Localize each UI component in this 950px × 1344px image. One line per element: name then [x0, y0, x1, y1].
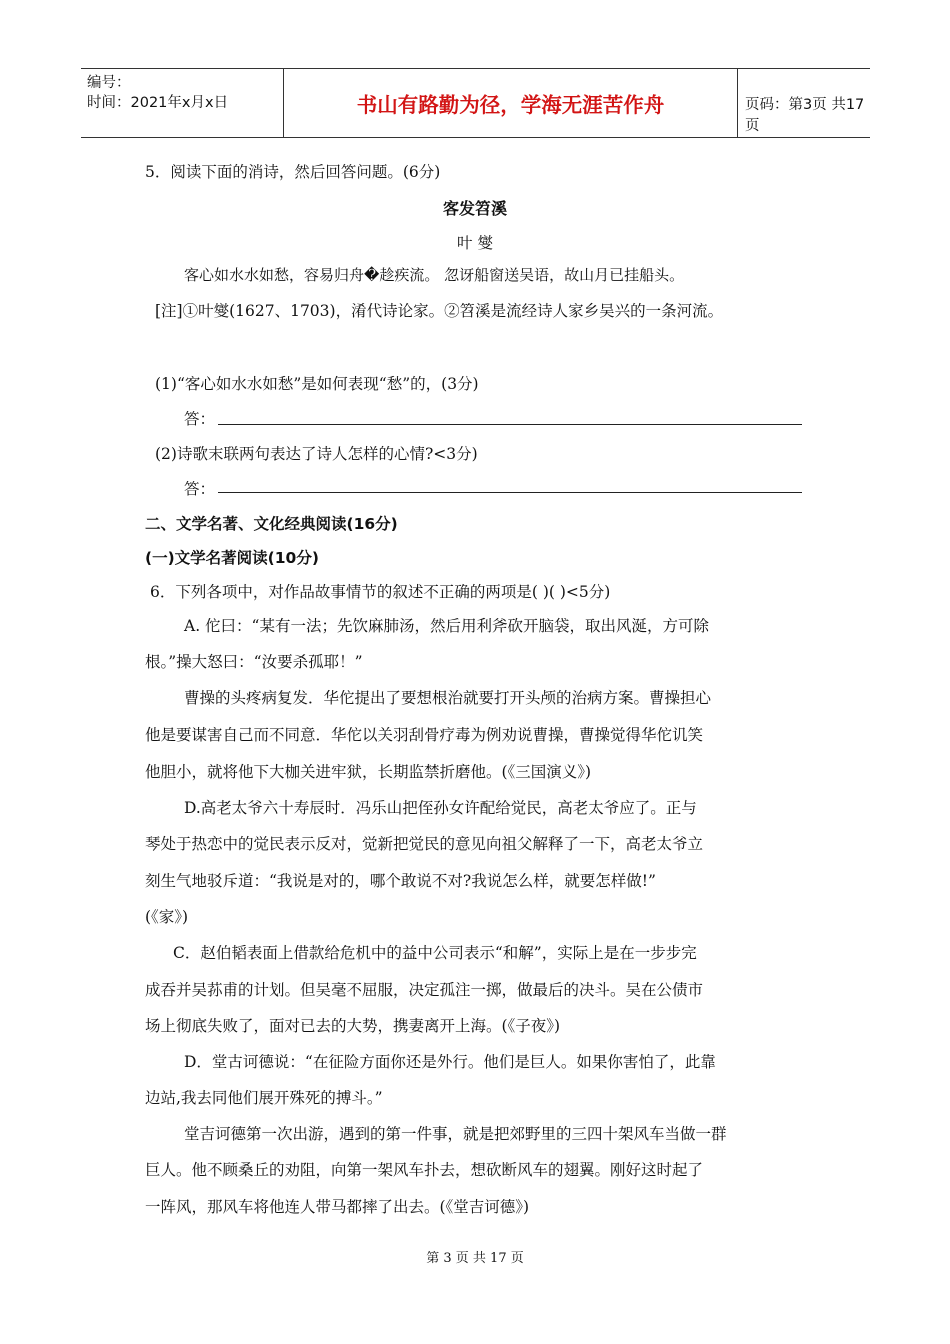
q6-option-a-line: 他胆小，就将他下大枷关进牢狱，长期监禁折磨他。(《三国演义》): [145, 763, 592, 781]
header-motto: [283, 69, 738, 137]
q6-option-b-line: 刻生气地驳斥道：“我说是对的，哪个敢说不对?我说怎么样，就要怎样做!”: [145, 872, 656, 890]
q6-option-d-line: 一阵风，那风车将他连人带马都摔了出去。(《堂吉诃德》): [145, 1198, 530, 1216]
section2-subtitle: (一)文学名著阅读(10分): [145, 549, 319, 567]
header-meta: [87, 73, 283, 113]
q6-option-a-line: 他是要谋害自己而不同意．华佗以关羽刮骨疗毒为例劝说曹操，曹操觉得华佗讥笑: [145, 726, 704, 744]
poem-note: [注]①叶燮(1627、1703)，淆代诗论家。②笤溪是流经诗人家乡吴兴的一条河流。: [155, 302, 724, 320]
q6-option-c-line: 场上彻底失败了，面对已去的大势，携妻离开上海。(《子夜》): [145, 1017, 561, 1035]
page-info: 页码：第3页 共17页: [745, 97, 865, 134]
page-header: [81, 68, 870, 138]
q6-option-b-line: D.高老太爷六十寿辰时．冯乐山把侄孙女许配给觉民，高老太爷应了。正与: [184, 799, 697, 817]
answer-label-1: 答：: [184, 410, 216, 428]
answer-label-2: 答：: [184, 480, 216, 498]
q6-option-a-line: 曹操的头疼病复发．华佗提出了要想根治就要打开头颅的治病方案。曹操担心: [184, 689, 712, 707]
q6-option-d-line: 边站,我去同他们展开殊死的搏斗。”: [145, 1089, 383, 1107]
q6-option-a-line: 根。”操大怒曰：“汝要杀孤耶！”: [145, 653, 363, 671]
answer-line-1[interactable]: [218, 424, 802, 425]
q6-option-d-line: 堂吉诃德第一次出游，遇到的第一件事，就是把郊野里的三四十架风车当做一群: [184, 1125, 727, 1143]
section2-title: 二、文学名著、文化经典阅读(16分): [145, 515, 398, 533]
q6-option-b-line: (《家》): [145, 908, 189, 926]
q6-option-c-line: 成吞并吴荪甫的计划。但吴毫不屈服，决定孤注一掷，做最后的决斗。吴在公债市: [145, 981, 704, 999]
q5-sub1: (1)“客心如水水如愁”是如何表现“愁”的，(3分): [155, 375, 479, 393]
q5-intro: 5．阅读下面的消诗，然后回答问题。(6分): [145, 163, 441, 181]
q6-option-d-line: 巨人。他不顾桑丘的劝阻，向第一架风车扑去，想砍断风车的翅翼。刚好这时起了: [145, 1161, 704, 1179]
page-footer: 第 3 页 共 17 页: [426, 1251, 524, 1266]
time-label: 时间：2021年x月x日: [87, 95, 229, 111]
q6-question: 6．下列各项中，对作品故事情节的叙述不正确的两项是( )( )<5分): [150, 583, 611, 601]
poem-text: 客心如水水如愁，容易归舟�趁疾流。 忽讶船窗送吴语，故山月已挂船头。: [184, 266, 685, 284]
q6-option-c-line: C．赵伯韬表面上借款给危机中的益中公司表示“和解”，实际上是在一步步完: [173, 944, 697, 962]
q5-sub2: (2)诗歌末联两句表达了诗人怎样的心情?<3分): [155, 445, 478, 463]
q6-option-d-line: D．堂古诃德说：“在征险方面你还是外行。他们是巨人。如果你害怕了，此靠: [184, 1053, 716, 1071]
number-label: 编号：: [87, 75, 131, 91]
motto-text: 书山有路勤为径，学海无涯苦作舟: [356, 93, 665, 117]
answer-line-2[interactable]: [218, 492, 802, 493]
poem-author: 叶 燮: [457, 234, 493, 252]
q6-option-a-line: A. 佗曰：“某有一法；先饮麻肺汤，然后用利斧砍开脑袋，取出风涎，方可除: [184, 617, 709, 635]
poem-title: 客发笤溪: [442, 199, 507, 218]
q6-option-b-line: 琴处于热恋中的觉民表示反对，觉新把觉民的意见向祖父解释了一下，高老太爷立: [145, 835, 704, 853]
